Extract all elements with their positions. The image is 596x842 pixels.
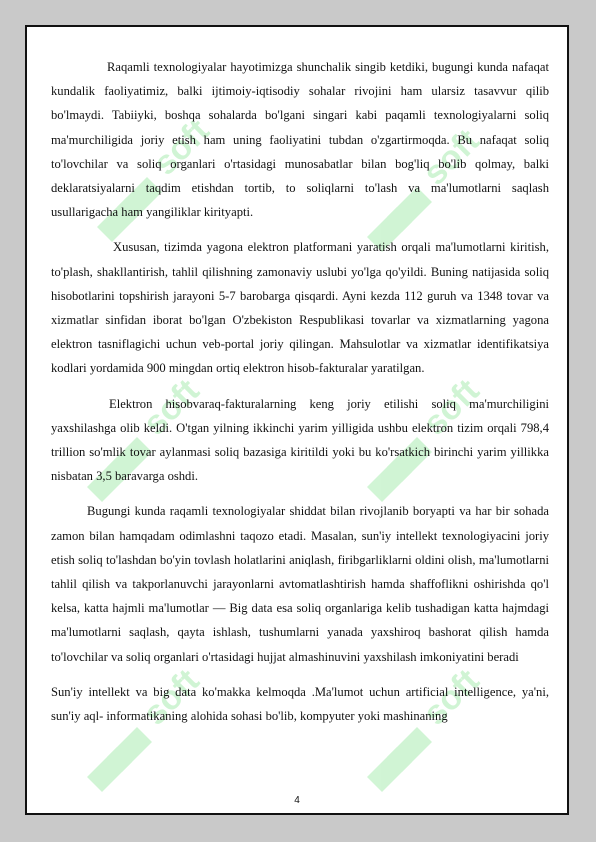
svg-text:soft: soft xyxy=(415,661,487,733)
paragraph-ai-definition: Sun'iy intellekt va big data ko'makka kelmoqda .Ma'lumot uchun artificial intelligence, ya'ni, sun'iy aql- informatikaning alohida sohasi bo'lib, kompyuter yoki mashinaning xyxy=(51,684,549,724)
svg-text:soft: soft xyxy=(415,371,487,443)
page-number: 4 xyxy=(294,795,300,806)
document-page xyxy=(25,25,569,815)
svg-text:soft: soft xyxy=(145,111,217,183)
paragraph-e-invoices: Elektron hisobvaraq-fakturalarning keng joriy etilishi soliq ma'murchiligini yaxshilashga olib keldi. O'tgan yilning ikkinchi yarim yilligida ushbu elektron tizim orqali 798,4 trillion so'mlik tovar aylanmasi soliq bazasiga kiritildi yoki bu ko'rsatkich birinchi yarim yillikka nisbatan 3,5 baravarga oshdi. xyxy=(51,396,549,484)
svg-text:soft: soft xyxy=(415,121,487,193)
paragraph-ai-bigdata: Bugungi kunda raqamli texnologiyalar shiddat bilan rivojlanib boryapti va har bir sohada zamon bilan hamqadam odimlashni taqozo etadi. Masalan, sun'iy intellekt texnologiyacini joriy etish soliq to'lashdan bo'yin tovlash holatlarini aniqlash, firibgarliklarni oldini olish, ma'lumotlarni tahlil qilish va takporlanuvchi jarayonlarni avtomatlashtirish hamda shaffoflikni oshirishda qo'l kelsa, katta hajmli ma'lumotlar — Big data esa soliq organlariga kelib tushadigan katta hajmdagi ma'lumotlarni saqlash, qayta ishlash, tushumlarni yanada yaxshiroq bashorat qilish hamda to'lovchilar va soliq organlari o'rtasidagi hujjat almashinuvini yaxshilash imkoniyatini beradi xyxy=(51,504,549,664)
svg-text:soft: soft xyxy=(135,661,207,733)
svg-text:soft: soft xyxy=(135,371,207,443)
document-body xyxy=(51,55,549,739)
paragraph-intro: Raqamli texnologiyalar hayotimizga shunchalik singib ketdiki, bugungi kunda nafaqat kundalik faoliyatimiz, balki ijtimoiy-iqtisodiy sohalar rivojini ham ularsiz tasavvur qilib bo'lmaydi. Tabiiyki, boshqa sohalarda bo'lgani singari kabi paqamli texnologiyalarni soliq ma'murchiligida joriy etish ham uning faoliyatini tubdan o'zgartirmoqda. Bu nafaqat soliq to'lovchilar va soliq organlari o'rtasidagi munosabatlar bilan bog'liq bo'lib qolmay, balki deklaratsiyalarni taqdim etishdan tortib, to soliqlarni to'lash va ma'lumotlarni saqlash usullarigacha ham yangiliklar kirityapti. xyxy=(51,60,549,220)
paragraph-electronic-platform: Xususan, tizimda yagona elektron platformani yaratish orqali ma'lumotlarni kiritish, to'plash, shakllantirish, tahlil qilishning zamonaviy uslubi yo'lga qo'yildi. Buning natijasida soliq hisobotlarini topshirish jarayoni 5-7 barobarga qisqardi. Ayni kezda 112 guruh va 1348 tovar va xizmatlar sinfidan iborat bo'lgan O'zbekiston Respublikasi tovarlar va xizmatlarning yagona elektron tasniflagichi uchun veb-portal joriy qilingan. Mahsulotlar va xizmatlar identifikatsiya kodlari yordamida 900 mingdan ortiq elektron hisob-fakturalar yaratilgan. xyxy=(51,240,549,376)
